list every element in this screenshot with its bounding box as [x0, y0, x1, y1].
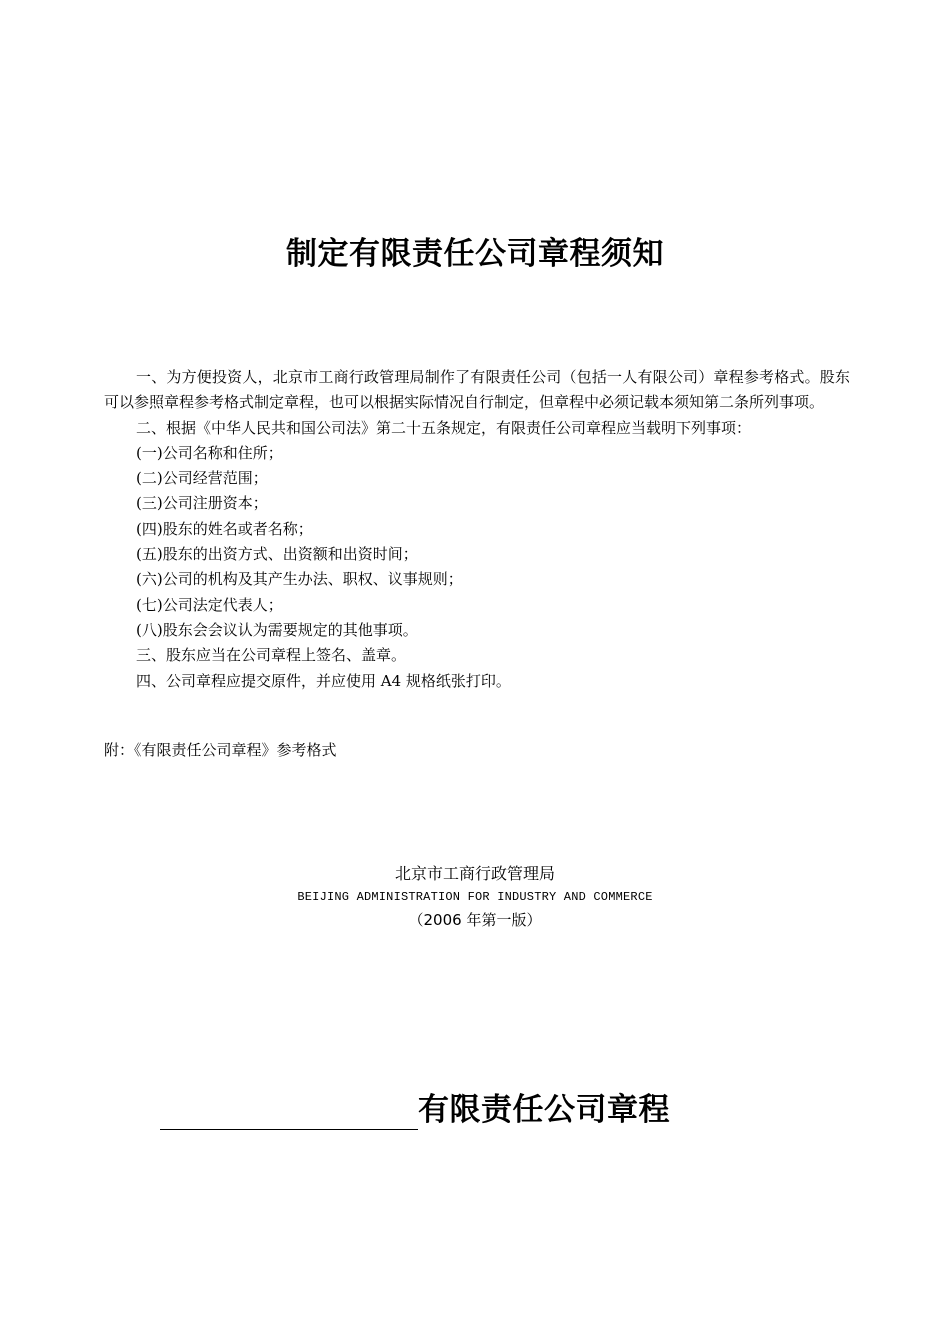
issuer-block [0, 862, 950, 932]
edition-note: （2006 年第一版） [408, 911, 542, 929]
page-title: 制定有限责任公司章程须知 [286, 236, 664, 272]
company-name-blank [160, 1091, 418, 1130]
list-item: (七)公司法定代表人； [136, 595, 283, 614]
charter-title: 有限责任公司章程 [418, 1092, 670, 1128]
paragraph-2: 二、根据《中华人民共和国公司法》第二十五条规定，有限责任公司章程应当载明下列事项： [136, 418, 752, 437]
paragraph-4: 四、公司章程应提交原件，并应使用 A4 规格纸张打印。 [136, 671, 511, 690]
list-item: (五)股东的出资方式、出资额和出资时间； [136, 545, 418, 564]
attachment-note: 附：《有限责任公司章程》参考格式 [104, 741, 337, 759]
paragraph-1: 一、为方便投资人，北京市工商行政管理局制作了有限责任公司（包括一人有限公司）章程参考格式。股东可以参照章程参考格式制定章程，也可以根据实际情况自行制定，但章程中必须记载本须知第二条所列事项。 [104, 368, 850, 412]
list-item: (三)公司注册资本； [136, 494, 268, 513]
list-item: (八)股东会会议认为需要规定的其他事项。 [136, 620, 418, 639]
list-item: (二)公司经营范围； [136, 469, 268, 488]
charter-heading [160, 1086, 670, 1130]
list-item: (六)公司的机构及其产生办法、职权、议事规则； [136, 570, 463, 589]
list-item: (四)股东的姓名或者名称； [136, 519, 313, 538]
paragraph-3: 三、股东应当在公司章程上签名、盖章。 [136, 646, 407, 665]
list-item: (一)公司名称和住所； [136, 443, 283, 462]
issuer-name-english: BEIJING ADMINISTRATION FOR INDUSTRY AND COMMERCE [297, 890, 653, 904]
issuer-name: 北京市工商行政管理局 [394, 864, 555, 883]
notice-body [104, 365, 850, 694]
